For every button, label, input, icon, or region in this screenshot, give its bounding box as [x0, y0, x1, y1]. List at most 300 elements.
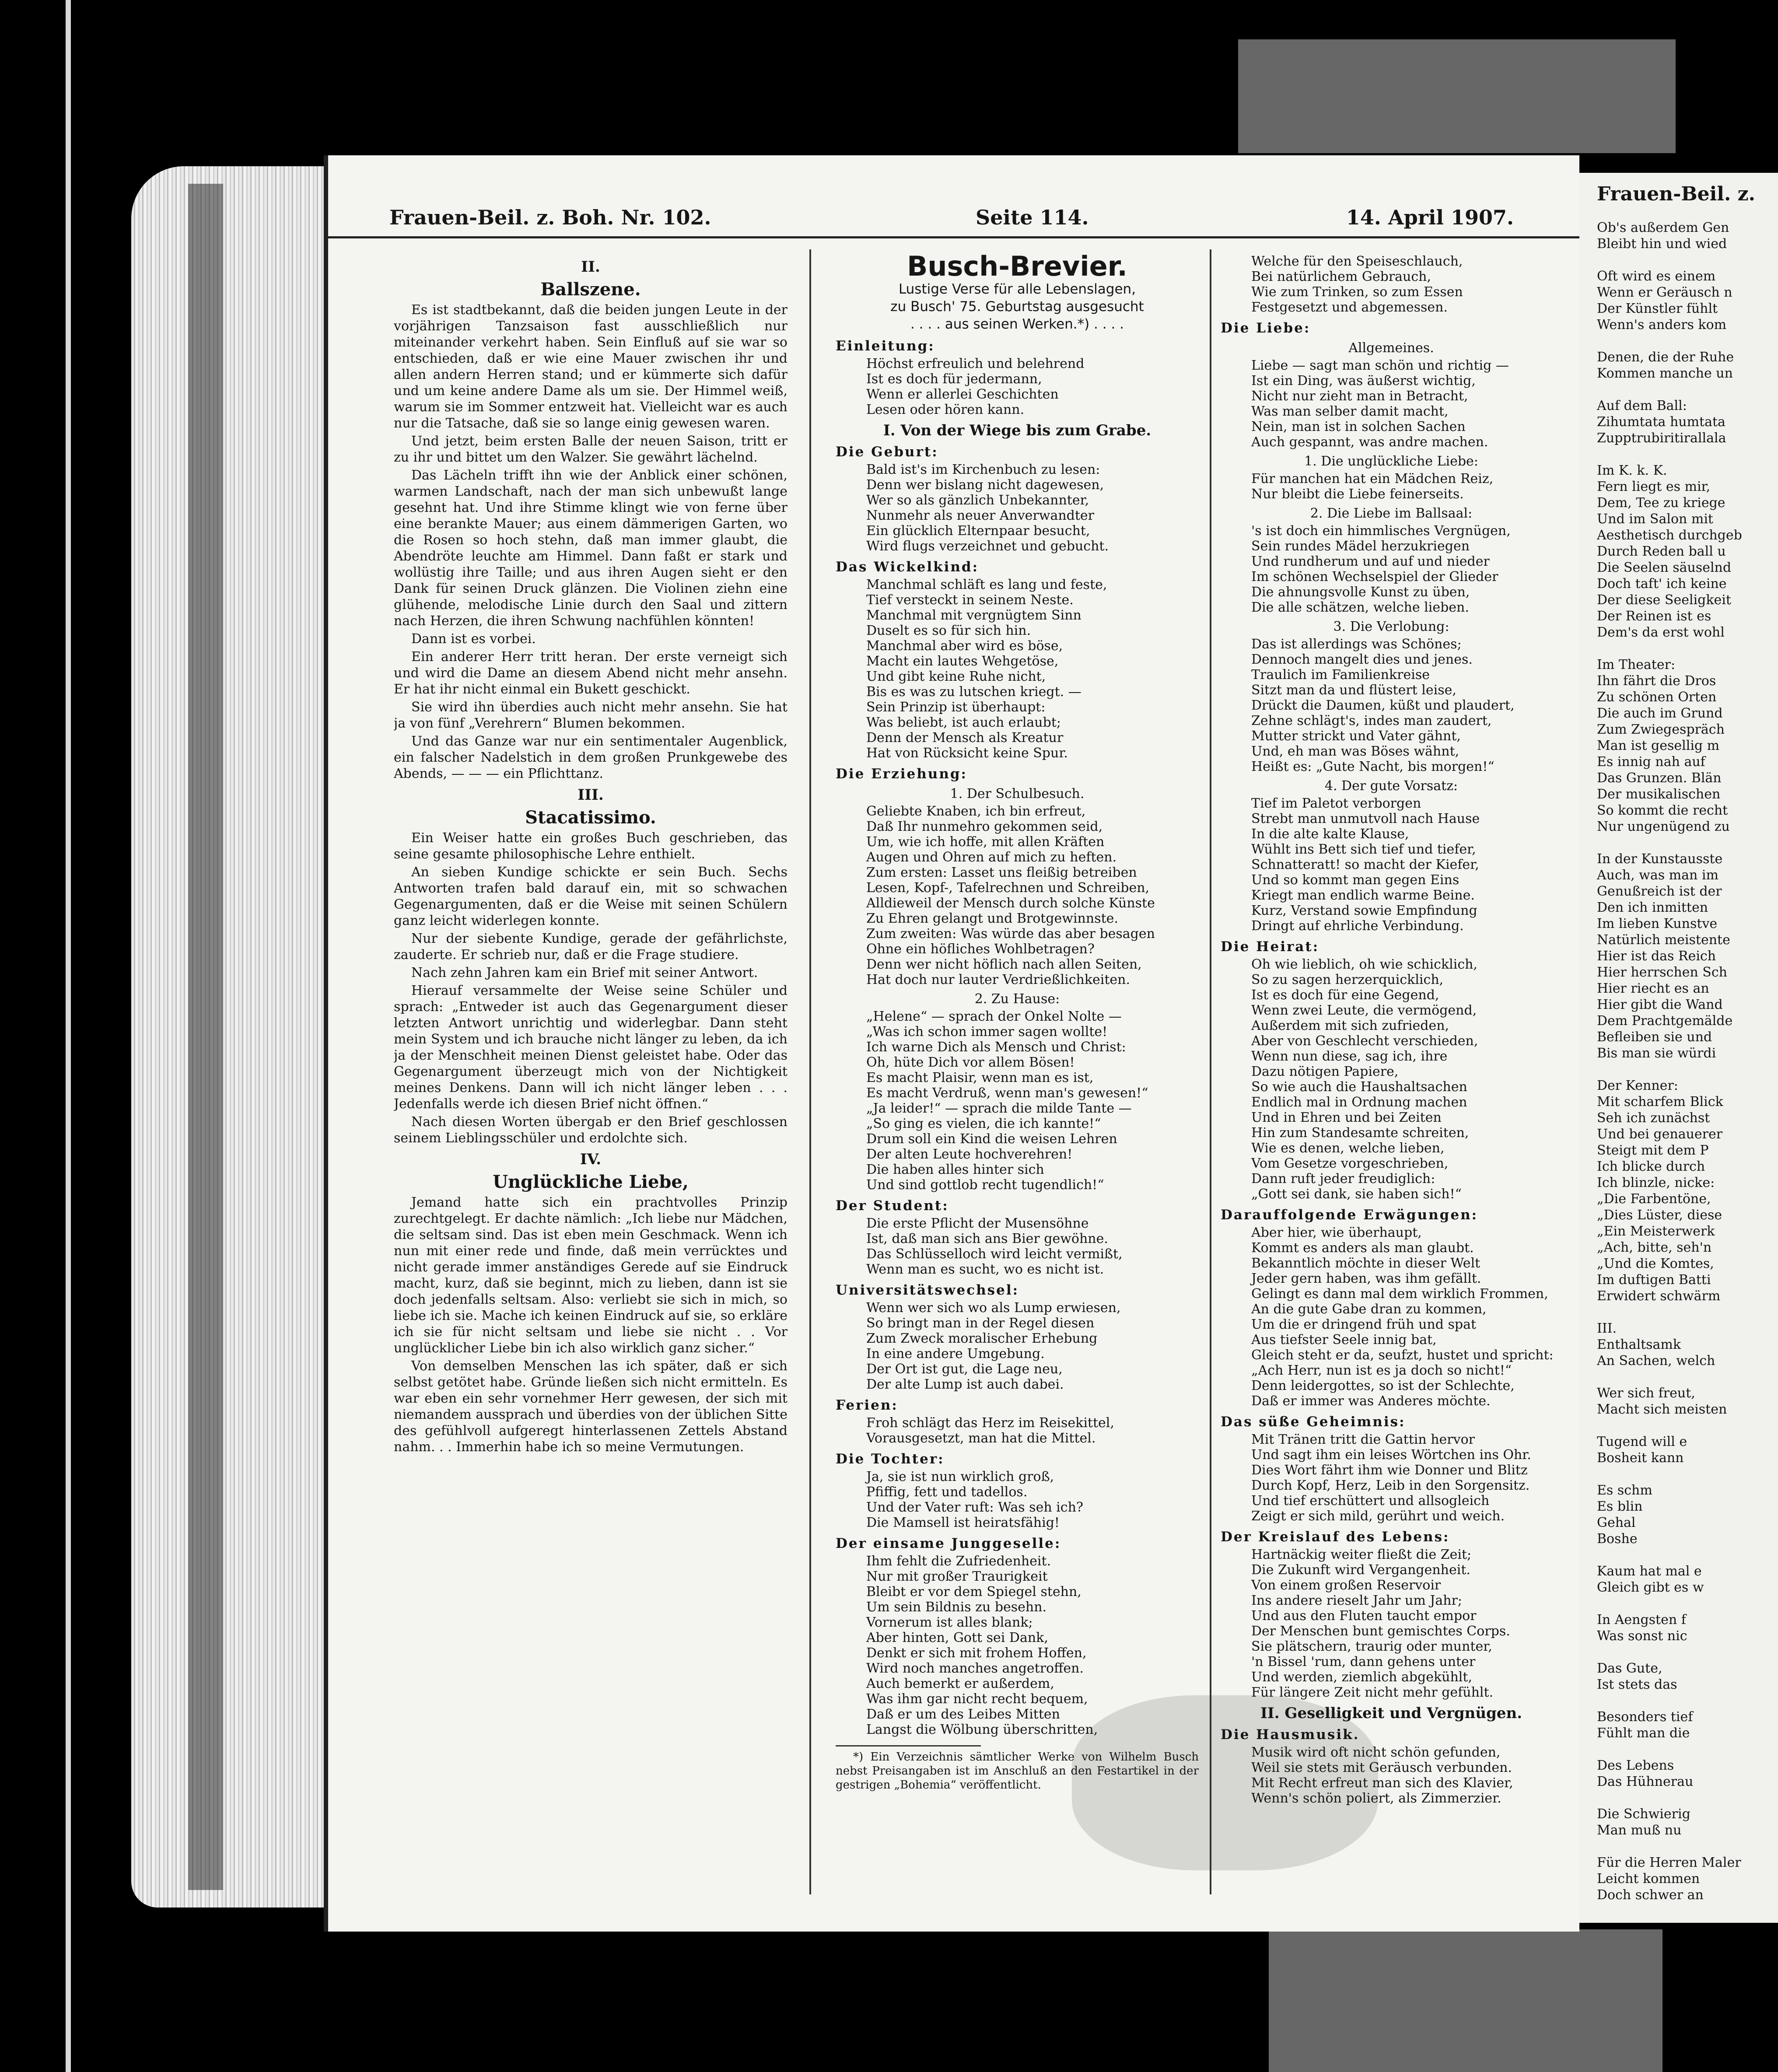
text-line: In der Kunstausste — [1597, 851, 1723, 867]
verse-block — [836, 1554, 1199, 1737]
text-line: Festgesetzt und abgemessen. — [1251, 300, 1448, 315]
article-subtitle: . . . . aus seinen Werken.*) . . . . — [910, 316, 1124, 332]
verse-block — [836, 577, 1199, 761]
text-line: So kommt die recht — [1597, 803, 1728, 818]
verse-block — [1221, 1225, 1562, 1409]
text-line: Boshe — [1597, 1531, 1638, 1547]
text-line: Das ist allerdings was Schönes; — [1251, 637, 1462, 652]
text-line: Hat doch nur lauter Verdrießlichkeiten. — [866, 972, 1130, 987]
text-line: Manchmal schläft es lang und feste, — [866, 577, 1107, 592]
text-line: „Gott sei dank, sie haben sich!“ — [1251, 1186, 1462, 1202]
text-line: So zu sagen herzerquicklich, — [1251, 972, 1444, 987]
text-line: Endlich mal in Ordnung machen — [1251, 1095, 1467, 1110]
text-line: Kaum hat mal e — [1597, 1564, 1702, 1579]
text-line: Aber hier, wie überhaupt, — [1251, 1225, 1422, 1240]
paragraph: Nach diesen Worten übergab er den Brief geschlossen seinem Lieblingsschüler und erdolchte sich. — [394, 1114, 788, 1146]
paragraph: Und jetzt, beim ersten Balle der neuen Saison, tritt er zu ihr und bittet um den Walzer. Sie gewährt lächelnd. — [394, 434, 788, 465]
verse-heading: Die Erziehung: — [836, 766, 967, 782]
text-line: Und bei genauerer — [1597, 1127, 1723, 1142]
text-line: Sie plätschern, traurig oder munter, — [1251, 1639, 1492, 1654]
text-line: Kommen manche un — [1597, 366, 1733, 381]
text-line: Dem Prachtgemälde — [1597, 1013, 1733, 1029]
text-line: Man ist gesellig m — [1597, 738, 1720, 753]
text-line: „Ein Meisterwerk — [1597, 1224, 1715, 1239]
column-rule — [809, 249, 811, 1894]
text-line: Wühlt ins Bett sich tief und tiefer, — [1251, 842, 1476, 857]
text-line — [1597, 1693, 1778, 1709]
text-line: Im duftigen Batti — [1597, 1272, 1711, 1288]
verse-block — [836, 1469, 1199, 1530]
text-line: Vornerum ist alles blank; — [866, 1615, 1033, 1630]
text-line: Und aus den Fluten taucht empor — [1251, 1608, 1477, 1624]
paragraph: Ein Weiser hatte ein großes Buch geschrieben, das seine gesamte philosophische Lehre enthielt. — [394, 830, 788, 862]
text-line: Des Lebens — [1597, 1758, 1674, 1773]
text-line: Gehal — [1597, 1515, 1636, 1530]
text-line: Wie es denen, welche lieben, — [1251, 1141, 1445, 1156]
text-line: Zu Ehren gelangt und Brotgewinnste. — [866, 911, 1118, 926]
text-line — [1597, 835, 1778, 851]
book-spine-shadow — [188, 184, 223, 1890]
text-line: An die gute Gabe dran zu kommen, — [1251, 1302, 1487, 1317]
text-line: Gelingt es dann mal dem wirklich Frommen, — [1251, 1286, 1548, 1302]
verse-block — [1221, 358, 1562, 450]
text-line: Ein glücklich Elternpaar besucht, — [866, 523, 1090, 539]
text-line: 's ist doch ein himmlisches Vergnügen, — [1251, 523, 1511, 539]
text-line: Im Theater: — [1597, 657, 1676, 672]
text-line: Daß er um des Leibes Mitten — [866, 1707, 1060, 1722]
text-line: Im K. k. K. — [1597, 463, 1667, 478]
text-line: Wie zum Trinken, so zum Essen — [1251, 284, 1463, 300]
text-line: Zehne schlägt's, indes man zaudert, — [1251, 713, 1492, 728]
text-line: Den ich inmitten — [1597, 900, 1708, 915]
text-line: Mit Recht erfreut man sich des Klavier, — [1251, 1775, 1513, 1791]
text-line: Nur bleibt die Liebe feinerseits. — [1251, 486, 1464, 502]
text-line: Kommt es anders als man glaubt. — [1251, 1240, 1474, 1256]
text-line: Lesen oder hören kann. — [866, 402, 1025, 417]
text-line: Es macht Plaisir, wenn man es ist, — [866, 1070, 1094, 1085]
text-line: Die alle schätzen, welche lieben. — [1251, 600, 1469, 615]
text-line: Hier herrschen Sch — [1597, 965, 1727, 980]
section-number: II. — [581, 258, 600, 276]
verse-block — [836, 1415, 1199, 1446]
column-rule — [1210, 249, 1211, 1894]
text-line: Augen und Ohren auf mich zu heften. — [866, 850, 1117, 865]
text-line: Bosheit kann — [1597, 1450, 1684, 1466]
text-line: Jeder gern haben, was ihm gefällt. — [1251, 1271, 1481, 1286]
text-line: III. — [1597, 1321, 1617, 1336]
text-line: Denn wer nicht höflich nach allen Seiten, — [866, 957, 1142, 972]
text-line: Aber hinten, Gott sei Dank, — [866, 1630, 1048, 1645]
text-line — [1597, 1644, 1778, 1660]
text-line: Die Schwierig — [1597, 1806, 1690, 1822]
article-title: Busch-Brevier. — [907, 254, 1127, 282]
verse-heading: Die Liebe: — [1221, 320, 1311, 336]
text-line: Denn wer bislang nicht dagewesen, — [866, 477, 1104, 493]
verse-subheading: 1. Die unglückliche Liebe: — [1304, 454, 1478, 469]
text-line: Das Hühnerau — [1597, 1774, 1694, 1789]
text-line: Was man selber damit macht, — [1251, 404, 1449, 419]
text-line: Ohne ein höfliches Wohlbetragen? — [866, 942, 1095, 957]
text-line: Denen, die der Ruhe — [1597, 350, 1734, 365]
part-heading: I. Von der Wiege bis zum Grabe. — [883, 422, 1152, 439]
text-line: Nur ungenügend zu — [1597, 819, 1730, 834]
verse-heading: Darauffolgende Erwägungen: — [1221, 1207, 1478, 1223]
text-line: Die Zukunft wird Vergangenheit. — [1251, 1562, 1470, 1578]
text-line: Zum zweiten: Was würde das aber besagen — [866, 926, 1155, 942]
text-line: Ja, sie ist nun wirklich groß, — [866, 1469, 1054, 1484]
article-subtitle: zu Busch' 75. Geburtstag ausgesucht — [890, 299, 1144, 315]
text-line: Manchmal aber wird es böse, — [866, 638, 1063, 654]
text-line: Besonders tief — [1597, 1709, 1693, 1725]
text-line: Zeigt er sich mild, gerührt und weich. — [1251, 1508, 1505, 1524]
text-line — [1597, 1061, 1778, 1078]
text-line: Dringt auf ehrliche Verbindung. — [1251, 918, 1464, 934]
text-line: Ins andere rieselt Jahr um Jahr; — [1251, 1593, 1463, 1608]
text-line: Fühlt man die — [1597, 1726, 1690, 1741]
text-line: Die ahnungsvolle Kunst zu üben, — [1251, 584, 1470, 600]
text-line: Ist es doch für eine Gegend, — [1251, 987, 1439, 1003]
text-line: Höchst erfreulich und belehrend — [866, 356, 1085, 371]
text-line: Liebe — sagt man schön und richtig — — [1251, 358, 1509, 373]
verse-block — [1221, 637, 1562, 774]
text-line: Für die Herren Maler — [1597, 1855, 1741, 1870]
film-noise-bottom — [1269, 1929, 1662, 2072]
text-line: Drum soll ein Kind die weisen Lehren — [866, 1131, 1117, 1147]
text-line: Hier riecht es an — [1597, 981, 1709, 996]
text-line: Doch schwer an — [1597, 1887, 1704, 1903]
text-line: Wenn man es sucht, wo es nicht ist. — [866, 1262, 1104, 1277]
text-line: Die haben alles hinter sich — [866, 1162, 1044, 1177]
text-line: Sitzt man da und flüstert leise, — [1251, 682, 1456, 698]
text-line: Was ihm gar nicht recht bequem, — [866, 1691, 1088, 1707]
text-line — [1597, 640, 1778, 657]
footnote-rule — [836, 1745, 981, 1746]
verse-block — [836, 804, 1199, 987]
text-line: Denkt er sich mit frohem Hoffen, — [866, 1645, 1087, 1661]
text-line: „Die Farbentöne, — [1597, 1191, 1711, 1207]
text-line: Ist ein Ding, was äußerst wichtig, — [1251, 373, 1476, 388]
text-line: Und tief erschüttert und allsogleich — [1251, 1493, 1490, 1508]
film-noise-top — [1238, 39, 1676, 153]
text-line: Ist, daß man sich ans Bier gewöhne. — [866, 1231, 1108, 1246]
text-line: Ihn fährt die Dros — [1597, 673, 1716, 689]
text-line: Und so kommt man gegen Eins — [1251, 872, 1460, 888]
text-line: Bekanntlich möchte in dieser Welt — [1251, 1256, 1480, 1271]
text-line: Schnatteratt! so macht der Kiefer, — [1251, 857, 1479, 872]
text-line — [1597, 1369, 1778, 1385]
text-line: In eine andere Umgebung. — [866, 1346, 1045, 1362]
text-line: Um die er dringend früh und spat — [1251, 1317, 1477, 1332]
text-line: Traulich im Familienkreise — [1251, 667, 1430, 682]
section-title: Ballszene. — [540, 279, 641, 300]
text-line: Mutter strickt und Vater gähnt, — [1251, 728, 1461, 744]
text-line: Zum Zweck moralischer Erhebung — [866, 1331, 1098, 1346]
text-line: Seh ich zunächst — [1597, 1110, 1710, 1126]
column-middle — [836, 254, 1199, 1894]
text-line: Mit Tränen tritt die Gattin hervor — [1251, 1432, 1475, 1447]
text-line: Doch taft' ich keine — [1597, 576, 1727, 592]
text-line: Musik wird oft nicht schön gefunden, — [1251, 1745, 1501, 1760]
text-line: Und, eh man was Böses wähnt, — [1251, 744, 1460, 759]
text-line: Wenn zwei Leute, die vermögend, — [1251, 1003, 1477, 1018]
text-line: Der Ort ist gut, die Lage neu, — [866, 1362, 1063, 1377]
text-line: 'n Bissel 'rum, dann gehens unter — [1251, 1654, 1476, 1670]
text-line: Der musikalischen — [1597, 787, 1721, 802]
paragraph: Sie wird ihn überdies auch nicht mehr ansehn. Sie hat ja von fünf „Verehrern“ Blumen bekommen. — [394, 700, 788, 731]
text-line: Wenn er Geräusch n — [1597, 285, 1732, 300]
text-line: Ich blicke durch — [1597, 1159, 1705, 1174]
verse-subheading: 1. Der Schulbesuch. — [950, 786, 1085, 802]
text-line: Zum ersten: Lasset uns fleißig betreiben — [866, 865, 1137, 880]
text-line: Kurz, Verstand sowie Empfindung — [1251, 903, 1477, 918]
text-line: Vorausgesetzt, man hat die Mittel. — [866, 1431, 1096, 1446]
header-date: 14. April 1907. — [1346, 206, 1514, 229]
text-line: Das Schlüsselloch wird leicht vermißt, — [866, 1246, 1123, 1262]
text-line: Und in Ehren und bei Zeiten — [1251, 1110, 1442, 1125]
text-line: Es blin — [1597, 1499, 1643, 1514]
text-line: Und rundherum und auf und nieder — [1251, 554, 1490, 569]
verse-heading: Einleitung: — [836, 338, 935, 354]
text-line: Tief versteckt in seinem Neste. — [866, 592, 1074, 608]
text-line: Der alte Lump ist auch dabei. — [866, 1377, 1064, 1392]
text-line: Durch Kopf, Herz, Leib in den Sorgensitz. — [1251, 1478, 1530, 1493]
verse-heading: Die Tochter: — [836, 1451, 945, 1467]
text-line: Zu schönen Orten — [1597, 690, 1717, 705]
text-line: Genußreich ist der — [1597, 884, 1722, 899]
text-line: Wer sich freut, — [1597, 1386, 1695, 1401]
verse-subheading: 2. Die Liebe im Ballsaal: — [1310, 506, 1473, 521]
verse-block — [1221, 1432, 1562, 1524]
text-line: Manchmal mit vergnügtem Sinn — [866, 608, 1082, 623]
paragraph: Das Lächeln trifft ihn wie der Anblick einer schönen, warmen Landschaft, nach der man sich unbewußt lange gesehnt hat. Und ihre Stimme klingt wie von ferne über eine berankte Mauer; aus einem dämmerigen Garten, wo die Rosen so hoch stehn, daß man immer glaubt, die Abendröte leuchte am Himmel. Dann faßt er stark und wollüstig ihre Taille; und aus ihren Augen sieht er den Dank für seinen Druck glänzen. Die Violinen ziehn eine glühende, melodische Linie durch den Saal und zittern nach Herzen, die ihren Schwung nachfühlen könnten! — [394, 468, 788, 629]
verse-heading: Das Wickelkind: — [836, 559, 979, 575]
verse-heading: Die Hausmusik. — [1221, 1727, 1360, 1743]
verse-heading: Der Kreislauf des Lebens: — [1221, 1529, 1450, 1545]
verse-subheading: 2. Zu Hause: — [974, 991, 1060, 1007]
verse-block — [836, 1300, 1199, 1392]
text-line: Bleibt hin und wied — [1597, 236, 1727, 252]
text-line: Dazu nötigen Papiere, — [1251, 1064, 1399, 1079]
text-line: Oft wird es einem — [1597, 269, 1716, 284]
text-line: Es schm — [1597, 1483, 1652, 1498]
verse-block — [1221, 796, 1562, 934]
text-line — [1597, 1418, 1778, 1434]
text-line: Bleibt er vor dem Spiegel stehn, — [866, 1584, 1082, 1600]
text-line: Fern liegt es mir, — [1597, 479, 1711, 494]
text-line: Der Künstler fühlt — [1597, 301, 1718, 316]
next-page-header: Frauen-Beil. z. — [1597, 183, 1755, 205]
text-line: Drückt die Daumen, küßt und plaudert, — [1251, 698, 1515, 713]
text-line: Langst die Wölbung überschritten, — [866, 1722, 1098, 1737]
text-line: Steigt mit dem P — [1597, 1143, 1709, 1158]
text-line: Der Menschen bunt gemischtes Corps. — [1251, 1624, 1510, 1639]
text-line — [1597, 382, 1778, 398]
text-line: Mit scharfem Blick — [1597, 1094, 1723, 1110]
text-line: Außerdem mit sich zufrieden, — [1251, 1018, 1449, 1033]
text-line: Enthaltsamk — [1597, 1337, 1681, 1352]
text-line: Kriegt man endlich warme Beine. — [1251, 888, 1475, 903]
text-line: Ob's außerdem Gen — [1597, 220, 1729, 235]
verse-heading: Ferien: — [836, 1397, 898, 1413]
text-line: Ich blinzle, nicke: — [1597, 1175, 1715, 1190]
text-line: Tief im Paletot verborgen — [1251, 796, 1421, 811]
text-line — [1597, 1790, 1778, 1806]
verse-block — [1221, 523, 1562, 615]
verse-subheading: Allgemeines. — [1348, 340, 1434, 356]
text-line: Nein, man ist in solchen Sachen — [1251, 419, 1466, 434]
text-line: Es macht Verdruß, wenn man's gewesen!“ — [866, 1085, 1148, 1101]
text-line: Erwidert schwärm — [1597, 1288, 1721, 1304]
text-line: Sein Prinzip ist überhaupt: — [866, 700, 1046, 715]
text-line: Das Grunzen. Blän — [1597, 770, 1722, 786]
text-line: Dem, Tee zu kriege — [1597, 495, 1726, 511]
text-line: Ich warne Dich als Mensch und Christ: — [866, 1040, 1126, 1055]
text-line: Wenn wer sich wo als Lump erwiesen, — [866, 1300, 1121, 1316]
text-line — [1597, 1547, 1778, 1563]
text-line: Wenn nun diese, sag ich, ihre — [1251, 1049, 1448, 1064]
text-line: Macht sich meisten — [1597, 1402, 1727, 1417]
text-line: Bis es was zu lutschen kriegt. — — [866, 684, 1082, 700]
text-line: Heißt es: „Gute Nacht, bis morgen!“ — [1251, 759, 1494, 774]
text-line: Das Gute, — [1597, 1661, 1662, 1676]
part-heading: II. Geselligkeit und Vergnügen. — [1260, 1704, 1522, 1722]
verse-block — [1221, 254, 1562, 315]
verse-heading: Der einsame Junggeselle: — [836, 1536, 1061, 1551]
text-line: Die auch im Grund — [1597, 706, 1723, 721]
verse-block — [1221, 1745, 1562, 1806]
next-page-fragment — [1579, 173, 1778, 1923]
text-line: Was beliebt, ist auch erlaubt; — [866, 715, 1061, 730]
text-line: Auch, was man im — [1597, 868, 1718, 883]
text-line: Zihumtata humtata — [1597, 414, 1726, 430]
text-line: Dem's da erst wohl — [1597, 625, 1725, 640]
text-line — [1597, 252, 1778, 268]
text-line: Der diese Seeligkeit — [1597, 592, 1731, 608]
text-line: Wer so als gänzlich Unbekannter, — [866, 493, 1089, 508]
text-line: Und der Vater ruft: Was seh ich? — [866, 1500, 1083, 1515]
text-line: Und sind gottlob recht tugendlich!“ — [866, 1177, 1104, 1193]
text-line: Dennoch mangelt dies und jenes. — [1251, 652, 1473, 667]
text-line: Wenn's anders kom — [1597, 317, 1727, 332]
text-line: Zupptrubiritirallala — [1597, 430, 1726, 446]
text-line — [1597, 1741, 1778, 1757]
paragraph: Von demselben Menschen las ich später, daß er sich selbst getötet habe. Gründe ließen sich nicht ermitteln. Es war eben ein sehr vornehmer Herr gewesen, der sich mit niemandem aussprach und überdies von der üblichen Sitte des gefühlvoll aufgeregt hinterlassenen Zettels Abstand nahm. . . Immerhin habe ich so meine Vermutungen. — [394, 1358, 788, 1455]
section-title: Stacatissimo. — [525, 807, 656, 828]
text-line: Und sagt ihm ein leises Wörtchen ins Ohr. — [1251, 1447, 1531, 1463]
text-line — [1597, 1596, 1778, 1612]
verse-block — [836, 1216, 1199, 1277]
paragraph: Es ist stadtbekannt, daß die beiden jungen Leute in der vorjährigen Tanzsaison fast ausschließlich nur miteinander verkehrt haben. Sein Einfluß auf sie war so entschieden, daß er wie eine Mauer zwischen ihr und allen andern Herren stand; und er kümmerte sich dafür und um keine andere Dame als um sie. Der Himmel weiß, warum sie im Sommer entzweit hat. Vielleicht war es auch nur die Tatsache, daß sie so lange einig gewesen waren. — [394, 302, 788, 431]
paragraph: Dann ist es vorbei. — [411, 631, 536, 647]
verse-block — [1221, 1547, 1562, 1700]
column-left — [394, 254, 788, 1894]
text-line: Aus tiefster Seele innig bat, — [1251, 1332, 1437, 1348]
text-line — [1597, 446, 1778, 462]
newspaper-page — [324, 155, 1579, 1932]
text-line: Der Kenner: — [1597, 1078, 1678, 1093]
text-line: Hartnäckig weiter fließt die Zeit; — [1251, 1547, 1472, 1562]
verse-heading: Universitätswechsel: — [836, 1282, 1019, 1298]
text-line: Lesen, Kopf-, Tafelrechnen und Schreiben, — [866, 880, 1150, 896]
text-line: „Helene“ — sprach der Onkel Nolte — — [866, 1009, 1122, 1024]
text-line: Hin zum Standesamte schreiten, — [1251, 1125, 1469, 1141]
text-line: Von einem großen Reservoir — [1251, 1578, 1441, 1593]
text-line: Und werden, ziemlich abgekühlt, — [1251, 1670, 1472, 1685]
text-line: Durch Reden ball u — [1597, 544, 1726, 559]
verse-block — [836, 462, 1199, 554]
text-line: Für manchen hat ein Mädchen Reiz, — [1251, 471, 1494, 486]
text-line: Bis man sie würdi — [1597, 1046, 1716, 1061]
article-subtitle: Lustige Verse für alle Lebenslagen, — [898, 281, 1136, 297]
text-line: Wenn's schön poliert, als Zimmerzier. — [1251, 1791, 1502, 1806]
text-line: Hier gibt die Wand — [1597, 997, 1723, 1012]
text-line: „So ging es vielen, die ich kannte!“ — [866, 1116, 1101, 1131]
text-line: „Ja leider!“ — sprach die milde Tante — — [866, 1101, 1132, 1116]
text-line: Hat von Rücksicht keine Spur. — [866, 746, 1068, 761]
verse-heading: Das süße Geheimnis: — [1221, 1414, 1406, 1430]
text-line: Weil sie stets mit Geräusch verbunden. — [1251, 1760, 1512, 1775]
text-line: Leicht kommen — [1597, 1871, 1700, 1886]
text-line: Wenn er allerlei Geschichten — [866, 387, 1059, 402]
text-line: Macht ein lautes Wehgetöse, — [866, 654, 1059, 669]
text-line: Gleich steht er da, seufzt, hustet und spricht: — [1251, 1348, 1554, 1363]
verse-heading: Der Student: — [836, 1198, 949, 1214]
text-line: Und im Salon mit — [1597, 511, 1713, 527]
text-line: Auch gespannt, was andre machen. — [1251, 434, 1488, 450]
text-line: Natürlich meistente — [1597, 932, 1730, 948]
text-line: Oh, hüte Dich vor allem Bösen! — [866, 1055, 1075, 1070]
text-line: In die alte kalte Klause, — [1251, 826, 1409, 842]
text-line: Im schönen Wechselspiel der Glieder — [1251, 569, 1498, 584]
paragraph: Jemand hatte sich ein prachtvolles Prinzip zurechtgelegt. Er dachte nämlich: „Ich liebe nur Mädchen, die seltsam sind. Das ist eben mein Geschmack. Wenn ich nun mit einer rede und finde, daß mein verrücktes und nicht gerade immer anständiges Gerede auf sie Eindruck macht, kurz, daß sie beginnt, mich zu lieben, dann ist sie doch jedenfalls seltsam. Also: verliebt sie sich in mich, so liebe ich sie. Mache ich keinen Eindruck auf sie, so erkläre ich sie für nicht seltsam und liebe sie nicht . . Vor unglücklicher Liebe bin ich also wirklich ganz sicher.“ — [394, 1195, 788, 1356]
text-line: Bald ist's im Kirchenbuch zu lesen: — [866, 462, 1100, 477]
text-line: Ist es doch für jedermann, — [866, 371, 1042, 387]
text-line: An Sachen, welch — [1597, 1353, 1715, 1368]
verse-block — [836, 356, 1199, 417]
text-line: Sein rundes Mädel herzukriegen — [1251, 539, 1470, 554]
text-line: Strebt man unmutvoll nach Hause — [1251, 811, 1480, 826]
text-line: „Ach, bitte, seh'n — [1597, 1240, 1712, 1255]
text-line: Gleich gibt es w — [1597, 1580, 1704, 1595]
text-line: Vom Gesetze vorgeschrieben, — [1251, 1156, 1449, 1171]
text-line: Welche für den Speiseschlauch, — [1251, 254, 1463, 269]
text-line: Aber von Geschlecht verschieden, — [1251, 1033, 1478, 1049]
section-title: Unglückliche Liebe, — [493, 1172, 689, 1192]
paragraph: Nur der siebente Kundige, gerade der gefährlichste, zauderte. Er schrieb nur, daß er die Frage studiere. — [394, 931, 788, 962]
paragraph: Und das Ganze war nur ein sentimentaler Augenblick, ein falscher Nadelstich in dem großen Prunkgewebe des Abends, — — — ein Pflichttanz. — [394, 734, 788, 781]
text-line: Tugend will e — [1597, 1434, 1687, 1449]
header-publication: Frauen-Beil. z. Boh. Nr. 102. — [389, 206, 711, 229]
text-line: Und gibt keine Ruhe nicht, — [866, 669, 1046, 684]
running-header — [328, 206, 1579, 238]
next-page-lines — [1597, 220, 1778, 1903]
text-line: Hier ist das Reich — [1597, 948, 1716, 964]
text-line: Pfiffig, fett und tadellos. — [866, 1484, 1028, 1500]
text-line: Froh schlägt das Herz im Reisekittel, — [866, 1415, 1114, 1431]
text-line: Die erste Pflicht der Musensöhne — [866, 1216, 1089, 1231]
text-line: Auch bemerkt er außerdem, — [866, 1676, 1054, 1691]
text-line: Dann ruft jeder freudiglich: — [1251, 1171, 1435, 1186]
text-line: Die Mamsell ist heiratsfähig! — [866, 1515, 1060, 1530]
paragraph: An sieben Kundige schickte er sein Buch. Sechs Antworten trafen bald darauf ein, mit so schwachen Gegenargumenten, daß er die Weise mit seinen Schülern ganz leicht widerlegen konnte. — [394, 864, 788, 928]
text-line: Nunmehr als neuer Anverwandter — [866, 508, 1095, 523]
text-line — [1597, 333, 1778, 349]
text-line: Bei natürlichem Gebrauch, — [1251, 269, 1432, 284]
verse-block — [1221, 957, 1562, 1202]
text-line: Daß Ihr nunmehro gekommen seid, — [866, 819, 1103, 834]
text-line: Dies Wort fährt ihm wie Donner und Blitz — [1251, 1463, 1528, 1478]
text-line: Nicht nur zieht man in Betracht, — [1251, 388, 1468, 404]
